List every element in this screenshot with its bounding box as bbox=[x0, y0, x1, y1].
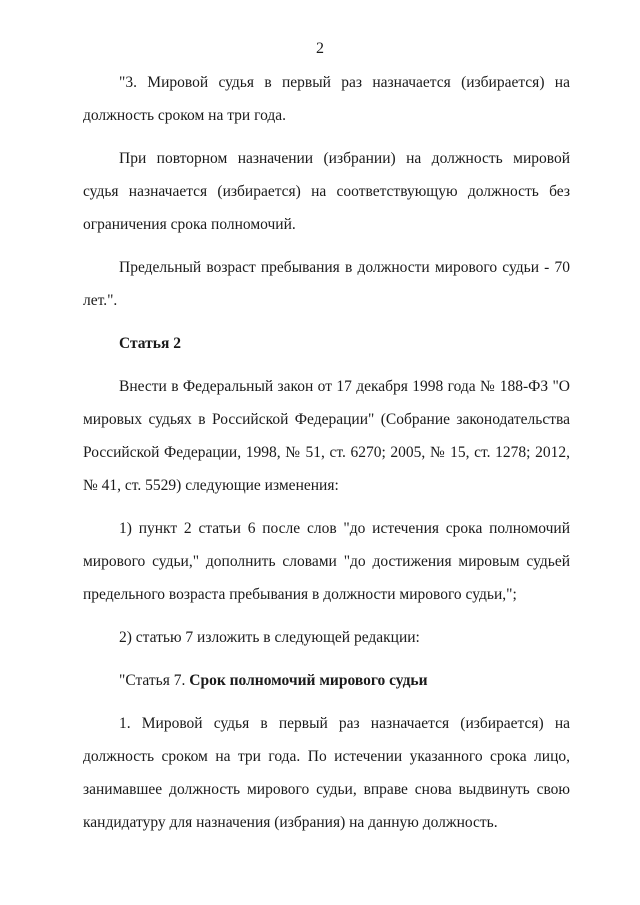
paragraph-amend-law: Внести в Федеральный закон от 17 декабря 1998 года № 188-ФЗ "О мировых судьях в Российской Федерации" (Собрание законодательства Российской Федерации, 1998, № 51, ст. 6270; 2005, № 15, ст. 1278; 2012, № 41, ст. 5529) следующие изменения: bbox=[83, 378, 570, 494]
page-number: 2 bbox=[316, 40, 324, 57]
article-7-prefix: "Статья 7. bbox=[119, 672, 190, 689]
paragraph-item-2: 2) статью 7 изложить в следующей редакции: bbox=[119, 629, 420, 646]
article-2-heading: Статья 2 bbox=[119, 335, 181, 352]
article-7-title: Срок полномочий мирового судьи bbox=[189, 672, 428, 689]
paragraph-reappointment: При повторном назначении (избрании) на должность мировой судья назначается (избирается) на соответствующую должность без ограничения срока полномочий. bbox=[83, 150, 570, 233]
paragraph-item-1: 1) пункт 2 статьи 6 после слов "до истечения срока полномочий мирового судьи," дополнить словами "до достижения мировым судьей предельного возраста пребывания в должности мирового судьи,"; bbox=[83, 520, 570, 603]
article-7-heading bbox=[83, 664, 570, 697]
document-body bbox=[83, 66, 570, 839]
paragraph-term-first-appointment: "3. Мировой судья в первый раз назначается (избирается) на должность сроком на три года. bbox=[83, 74, 570, 124]
paragraph-age-limit: Предельный возраст пребывания в должности мирового судьи - 70 лет.". bbox=[83, 259, 570, 309]
paragraph-article-7-point-1: 1. Мировой судья в первый раз назначается (избирается) на должность сроком на три года. По истечении указанного срока лицо, занимавшее должность мирового судьи, вправе снова выдвинуть свою кандидатуру для назначения (избрания) на данную должность. bbox=[83, 715, 570, 831]
